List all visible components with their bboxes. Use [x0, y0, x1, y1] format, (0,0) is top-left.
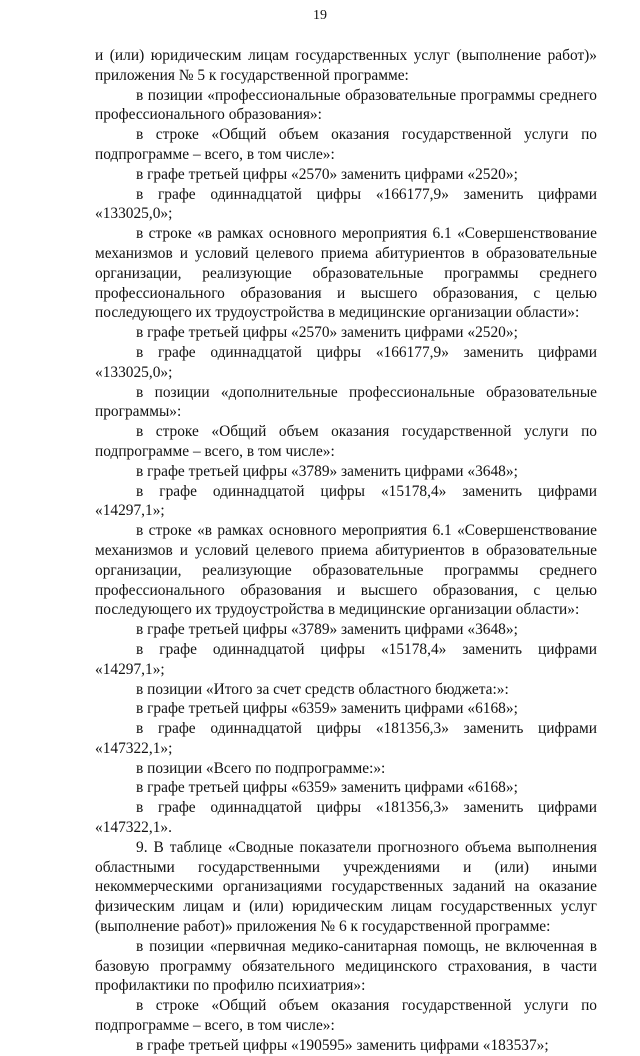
- paragraph: в графе одиннадцатой цифры «15178,4» заменить цифрами «14297,1»;: [95, 482, 597, 520]
- paragraph: в позиции «Итого за счет средств областного бюджета:»:: [136, 680, 509, 698]
- paragraph: в строке «в рамках основного мероприятия 6.1 «Совершенствование механизмов и условий целевого приема абитуриентов в образовательные организации, реализующие образовательные программы среднего профессионального образования и высшего образования, с целью последующего их трудоустройства в медицинские организации области»:: [95, 225, 597, 322]
- paragraph: в графе одиннадцатой цифры «166177,9» заменить цифрами «133025,0»;: [95, 343, 597, 381]
- paragraph: в графе третьей цифры «3789» заменить цифрами «3648»;: [136, 462, 518, 480]
- paragraph: в графе третьей цифры «6359» заменить цифрами «6168»;: [136, 700, 518, 718]
- paragraph: в графе третьей цифры «2570» заменить цифрами «2520»;: [136, 165, 518, 183]
- paragraph: 9. В таблице «Сводные показатели прогнозного объема выполнения областными государственными учреждениями и (или) иными некоммерческими организациями государственных заданий на оказание физическим лицам и (или) юридическим лицам государственных услуг (выполнение работ)» приложения № 6 к государственной программе:: [95, 838, 597, 936]
- document-body: [95, 46, 597, 1056]
- paragraph-continuation: и (или) юридическим лицам государственных услуг (выполнение работ)» приложения № 5 к государственной программе:: [95, 47, 597, 84]
- paragraph: в графе третьей цифры «2570» заменить цифрами «2520»;: [136, 324, 518, 342]
- page-number: 19: [313, 8, 327, 23]
- paragraph: в позиции «профессиональные образовательные программы среднего профессионального образования»:: [95, 86, 597, 124]
- paragraph: в строке «в рамках основного мероприятия 6.1 «Совершенствование механизмов и условий целевого приема абитуриентов в образовательные организации, реализующие образовательные программы среднего профессионального образования и высшего образования, с целью последующего их трудоустройства в медицинские организации области»:: [95, 522, 597, 619]
- paragraph: в графе третьей цифры «6359» заменить цифрами «6168»;: [136, 779, 518, 797]
- paragraph: в графе одиннадцатой цифры «15178,4» заменить цифрами «14297,1»;: [95, 640, 597, 678]
- paragraph: в позиции «дополнительные профессиональные образовательные программы»:: [95, 383, 597, 421]
- paragraph: в строке «Общий объем оказания государственной услуги по подпрограмме – всего, в том числе»:: [95, 423, 597, 460]
- paragraph: в строке «Общий объем оказания государственной услуги по подпрограмме – всего, в том числе»:: [95, 997, 597, 1035]
- paragraph: в графе третьей цифры «190595» заменить цифрами «183537»;: [136, 1036, 549, 1054]
- paragraph: в строке «Общий объем оказания государственной услуги по подпрограмме – всего, в том числе»:: [95, 126, 597, 163]
- paragraph: в позиции «первичная медико-санитарная помощь, не включенная в базовую программу обязательного медицинского страхования, в части профилактики по профилю психиатрия»:: [95, 937, 597, 995]
- paragraph: в графе третьей цифры «3789» заменить цифрами «3648»;: [136, 621, 518, 639]
- paragraph: в позиции «Всего по подпрограмме:»:: [136, 759, 386, 777]
- paragraph: в графе одиннадцатой цифры «181356,3» заменить цифрами «147322,1».: [95, 799, 597, 837]
- paragraph: в графе одиннадцатой цифры «166177,9» заменить цифрами «133025,0»;: [95, 185, 597, 223]
- paragraph: в графе одиннадцатой цифры «181356,3» заменить цифрами «147322,1»;: [95, 720, 597, 757]
